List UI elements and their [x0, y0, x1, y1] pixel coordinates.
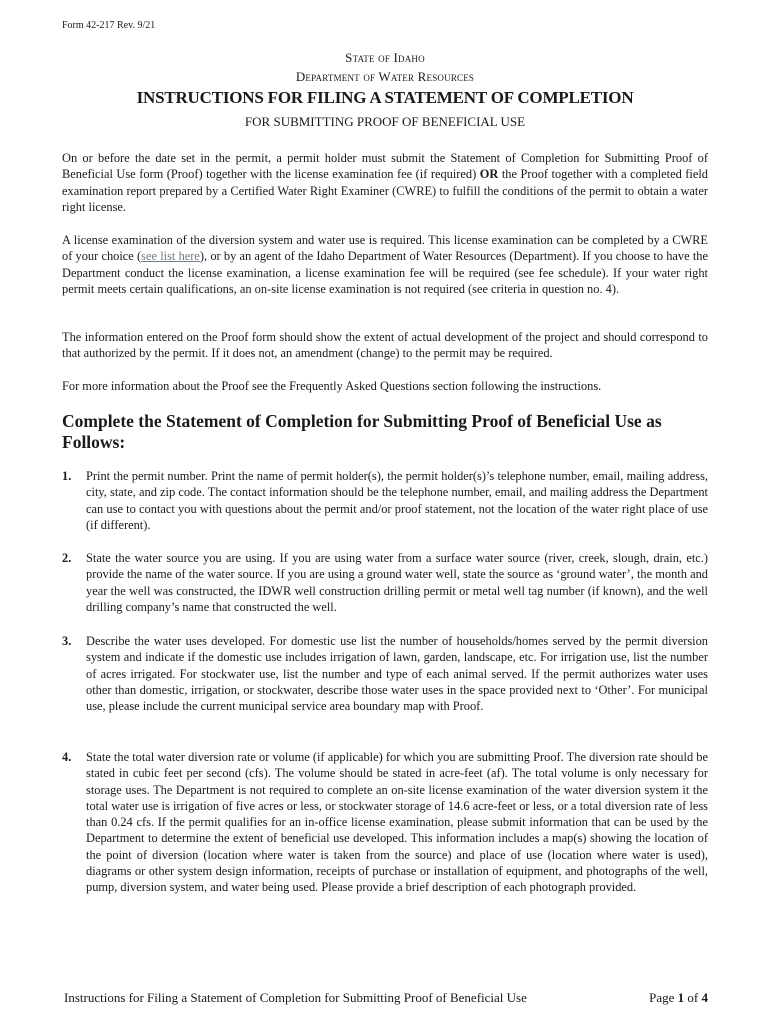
intro-p1-or: OR [479, 167, 499, 182]
cwre-list-link[interactable]: see list here [141, 249, 200, 264]
page-number [649, 990, 708, 1006]
section-heading: Complete the Statement of Completion for Submitting Proof of Beneficial Use as Follows: [62, 411, 662, 452]
intro-paragraph-1 [62, 150, 708, 215]
item-number: 3. [62, 634, 72, 648]
intro-paragraph-3: The information entered on the Proof form should show the extent of actual development of the project and should correspond to that authorized by the permit. If it does not, an amendment (change) to the permit may be required. [62, 330, 708, 361]
page-label: Page [649, 990, 678, 1005]
item-number: 1. [62, 469, 72, 483]
page-subtitle: FOR SUBMITTING PROOF OF BENEFICIAL USE [244, 114, 526, 129]
page-total: 4 [701, 990, 708, 1005]
page-current: 1 [677, 990, 685, 1005]
department-heading: Department of Water Resources [295, 69, 475, 84]
intro-paragraph-4: For more information about the Proof see the Frequently Asked Questions section following the instructions. [62, 379, 602, 393]
state-heading: State of Idaho [345, 50, 425, 65]
page-of: of [684, 990, 702, 1005]
intro-p1-text-a: On or before the date set in the permit, a permit holder must submit the Statement of Completion for Submitting Proof of Beneficial Use form (Proof) together with the license examination fee (if required) [62, 151, 708, 182]
item-number: 4. [62, 750, 72, 764]
footer-title: Instructions for Filing a Statement of Completion for Submitting Proof of Beneficial Use [64, 990, 527, 1005]
item-text: Describe the water uses developed. For domestic use list the number of households/homes served by the permit diversion system and indicate if the domestic use includes irrigation of lawn, garden, landscape, etc. For irrigation use, list the number of acres irrigated. For stockwater use, list the number and type of each animal served. If the permit authorizes water uses other than domestic, irrigation, or stockwater, describe those water uses in the space provided next to ‘Other’. For municipal use, please include the current municipal service area boundary map with Proof. [86, 634, 708, 714]
item-text: State the water source you are using. If you are using water from a surface water source (river, creek, slough, drain, etc.) provide the name of the water source. If you are using a ground water well, state the source as ‘ground water’, the month and year the well was constructed, the IDWR well construction drilling permit or metal well tag number (if known), and the well drilling company’s name that constructed the well. [86, 551, 708, 614]
item-number: 2. [62, 551, 72, 565]
item-text: State the total water diversion rate or volume (if applicable) for which you are submitting Proof. The diversion rate should be stated in cubic feet per second (cfs). The volume should be stated in acre-feet (af). The total volume is only necessary for storage uses. The Department is not required to complete an on-site license examination of the water diversion system it the total water use is irrigation of five acres or less, or stockwater storage of 14.6 acre-feet or less, or a total diversion rate of less than 0.24 cfs. If the permit qualifies for an in-office license examination, please submit information that can be used by the Department to determine the extent of beneficial use developed. This information includes a map(s) showing the location of the point of diversion (location where water is taken from the source) and place of use (location where water is used), diagrams or other system design information, receipts of purchase or installation of equipment, and photographs of the well, pump, diversion system, and water being used. Please provide a brief description of each photograph provided. [86, 750, 708, 895]
intro-p2-text-b: ), or by an agent of the Idaho Department of Water Resources (Department). If you choose to have the Department conduct the license examination, a license examination fee will be required (see fee schedule). If your water right permit meets certain qualifications, an on-site license examination is not required (see criteria in question no. 4). [62, 249, 708, 296]
item-text: Print the permit number. Print the name of permit holder(s), the permit holder(s)’s telephone number, email, mailing address, city, state, and zip code. The contact information should be the telephone number, email, and mailing address the Department can use to contact you with questions about the permit and/or proof statement, not the location of the water right place of use (if different). [86, 469, 708, 532]
intro-p2-text-a: A license examination of the diversion system and water use is required. This license examination can be completed by a CWRE of your choice ( [62, 233, 708, 264]
intro-paragraph-2 [62, 232, 708, 297]
intro-p1-text-b: the Proof together with a completed field examination report prepared by a Certified Water Right Examiner (CWRE) to fulfill the conditions of the permit to obtain a water right license. [62, 167, 708, 214]
form-number: Form 42-217 Rev. 9/21 [62, 20, 156, 31]
page-title: INSTRUCTIONS FOR FILING A STATEMENT OF COMPLETION [136, 88, 634, 107]
